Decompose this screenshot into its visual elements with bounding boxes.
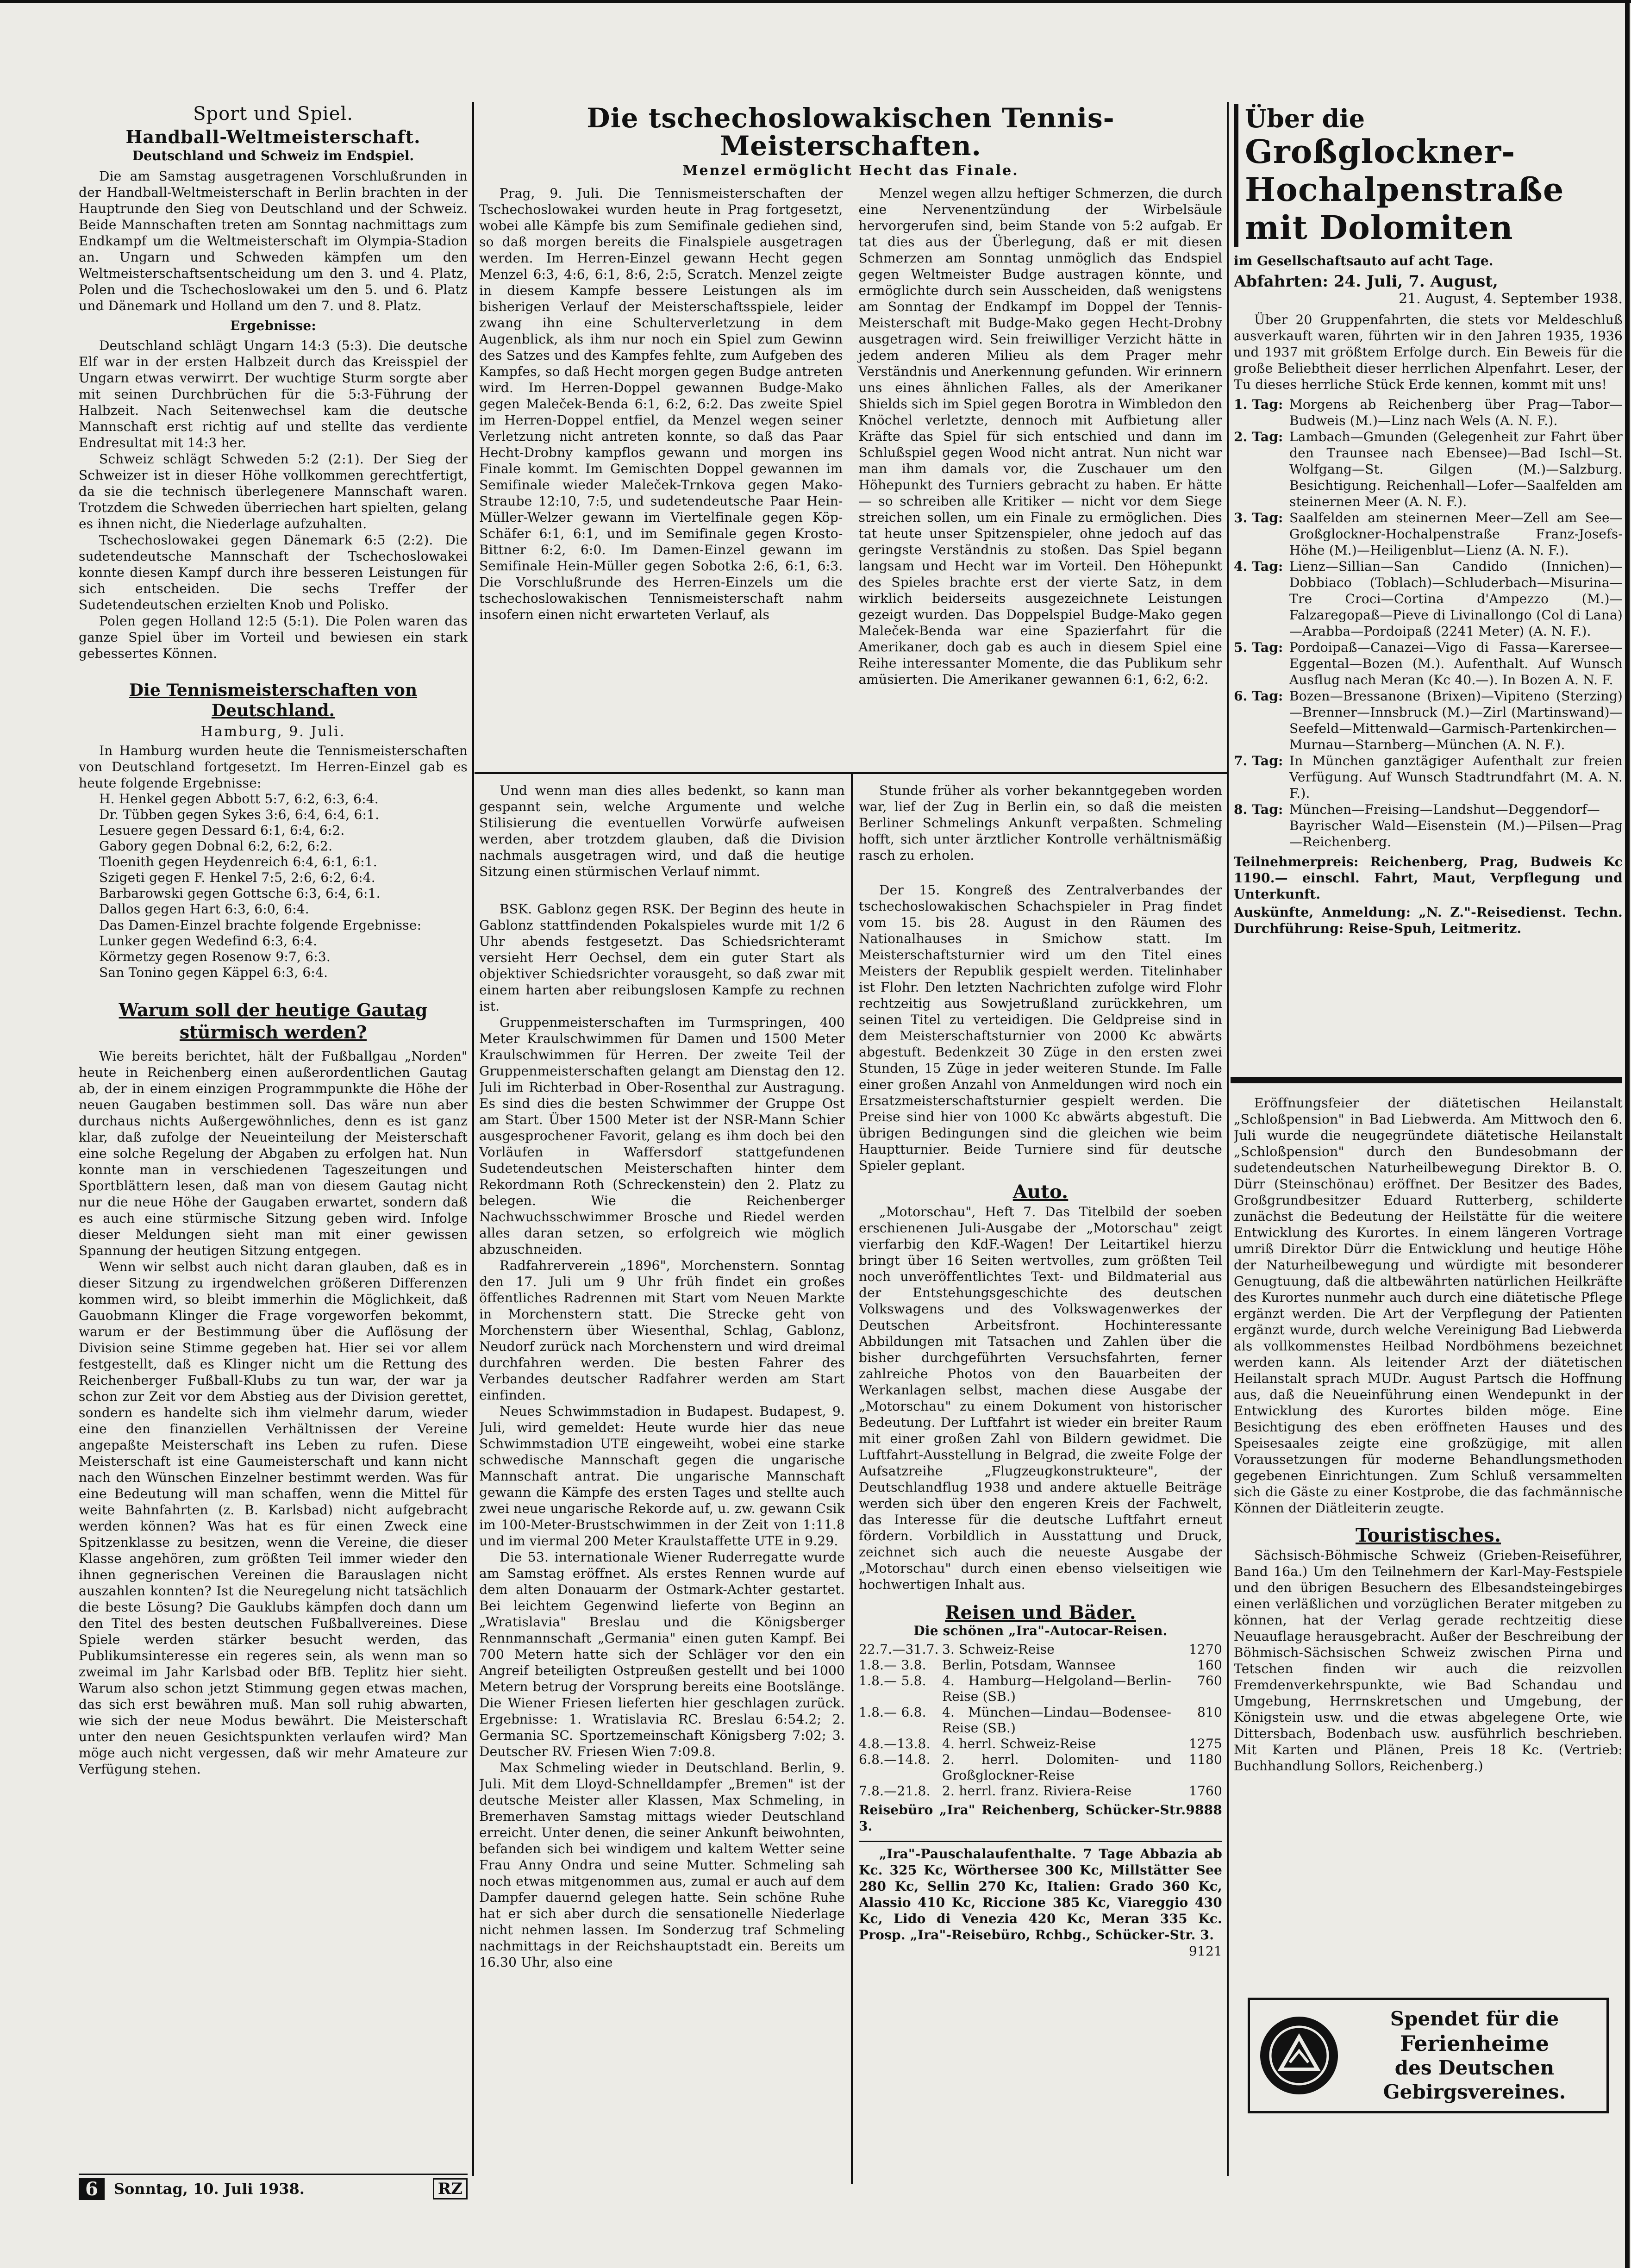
donation-box xyxy=(1248,1998,1609,2113)
itinerary-day: 2. Tag: Lambach—Gmunden (Gelegenheit zur Fahrt über den Traunsee nach Ebensee)—Bad Ischl—St. Wolfgang—St. Gilgen (M.)—Salzburg. Besichtigung. Reichenhall—Lofer—Saalfelden am steinernen Meer (A. N. F.). xyxy=(1234,429,1623,509)
travel-item: 7.8.—21.8. 2. herrl. franz. Riviera-Reise 1760 xyxy=(859,1783,1222,1799)
travel-item: 6.8.—14.8. 2. herrl. Dolomiten- und Großglockner-Reise 1180 xyxy=(859,1752,1222,1783)
sport-note: BSK. Gablonz gegen RSK. Der Beginn des heute in Gablonz stattfindenden Pokalspieles wurde mit 1/2 6 Uhr abends festgesetzt. Das Schiedsrichteramt versieht Herr Oechsel, dem ein guter Start als objektiver Schiedsrichter vorausgeht, so daß zwar mit einem harten aber reibungslosen Kampfe zu rechnen ist. xyxy=(479,901,845,1014)
ira-advert-ref: 9121 xyxy=(1188,1943,1222,1959)
donation-line: Ferienheime xyxy=(1400,2031,1549,2056)
handball-paragraph: Polen gegen Holland 12:5 (5:1). Die Polen waren das ganze Spiel über im Vorteil und bewiesen ein stark gebessertes Können. xyxy=(79,613,468,661)
page-number: 6 xyxy=(79,2178,105,2200)
itinerary xyxy=(1234,396,1623,850)
lower-right-articles xyxy=(1234,1095,1623,1774)
auto-note: „Motorschau", Heft 7. Das Titelbild der soeben erschienenen Juli-Ausgabe der „Motorschau" zeigt vierfarbig den KdF.-Wagen! Der Leitartikel hierzu bringt über 16 Seiten wertvolles, zum größten Teil noch unveröffentlichtes Text- und Bildmaterial aus der Entstehungsgeschichte des deutschen Volkswagens und des Volkswagenwerkes der Deutschen Arbeitsfront. Hochinteressante Abbildungen mit Tatsachen und Zahlen über die bisher durchgeführten Versuchsfahrten, ferner zahlreiche Photos von den Bauarbeiten der Werkanlagen selbst, machen diese Ausgabe der „Motorschau" zu einem Dokument von historischer Bedeutung. Der Luftfahrt ist wieder ein breiter Raum mit einer großen Zahl von Bildern gewidmet. Die Luftfahrt-Ausstellung in Belgrad, die zweite Folge der Aufsatzreihe „Flugzeugkonstrukteure", der Deutschlandflug 1938 und andere aktuelle Beiträge werden sich über den engeren Kreis der Fachwelt, das Interesse für die deutsche Luftfahrt erneut fördern. Vorbildlich in Ausstattung und Druck, zeichnet sich auch die neueste Ausgabe der „Motorschau" durch einen ebenso vielseitigen wie hochwertigen Inhalt aus. xyxy=(859,1204,1222,1592)
travel-item: 1.8.— 6.8. 4. München—Lindau—Bodensee-Reise (SB.) 810 xyxy=(859,1705,1222,1736)
itinerary-day: 6. Tag: Bozen—Bressanone (Brixen)—Vipiteno (Sterzing)—Brenner—Innsbruck (M.)—Zirl (Martinswand)—Seefeld—Mittenwald—Garmisch-Partenkirchen—Murnau—Starnberg—München (A. N. F.). xyxy=(1234,688,1623,752)
donation-line: des Deutschen xyxy=(1394,2056,1555,2079)
result-line: Körmetzy gegen Rosenow 9:7, 6:3. xyxy=(99,949,331,964)
sport-note: Neues Schwimmstadion in Budapest. Budapest, 9. Juli, wird gemeldet: Heute wurde hier das neue Schwimmstadion UTE eingeweiht, wobei eine starke schwedische Mannschaft gegen die ungarische Mannschaft antrat. Die ungarische Mannschaft gewann die Kämpfe des ersten Tages und stellte auch zwei neue ungarische Rekorde auf, u. zw. gewann Csik im 100-Meter-Brustschwimmen in der Zeit von 1:11.8 und im viermal 200 Meter Kraulstaffette UTE in 9.29. xyxy=(479,1404,845,1549)
travel-item: 22.7.—31.7. 3. Schweiz-Reise 1270 xyxy=(859,1642,1222,1657)
tour-advert-sub: im Gesellschaftsauto auf acht Tage. xyxy=(1234,253,1494,269)
tourism-heading: Touristisches. xyxy=(1355,1524,1501,1546)
tour-advert-dates-1: Abfahrten: 24. Juli, 7. August, xyxy=(1234,272,1498,291)
tourism-note: Sächsisch-Böhmische Schweiz (Grieben-Reiseführer, Band 16a.) Um den Teilnehmern der Karl-May-Festspiele und den übrigen Besuchern des Elbesandsteingebirges einen verläßlichen und vorzüglichen Berater mitgeben zu können, hat der Verlag gerade rechtzeitig diese Neuauflage herausgebracht. Außer der Beschreibung der Böhmisch-Sächsischen Schweiz zwischen Pirna und Tetschen finden wir auch die reizvollen Fremdenverkehrspunkte, wie Bad Schandau und Umgebung, Herrnskretschen und Umgebung, der Königstein usw. und die etwas abgelegene Orte, wie Dittersbach, Bodenbach usw. ausführlich beschrieben. Mit Karten und Plänen, Preis 18 Kc. (Vertrieb: Buchhandlung Sollors, Reichenberg.) xyxy=(1234,1548,1623,1774)
itinerary-day: 7. Tag: In München ganztägiger Aufenthalt zur freien Verfügung. Auf Wunsch Stadtrundfahrt (M. A. N. F.). xyxy=(1234,753,1623,801)
handball-paragraph: Die am Samstag ausgetragenen Vorschlußrunden in der Handball-Weltmeisterschaft in Berlin brachten in der Hauptrunde den Sieg von Deutschland und der Schweiz. Beide Mannschaften treten am Sonntag nachmittags zum Endkampf um die Weltmeisterschaft im Olympia-Stadion an. Ungarn und Schweden kämpfen um den Weltmeisterschaftsentscheidung um den 3. und 4. Platz, Polen und die Tschechoslowakei um den 5. und 6. Platz und Dänemark und Holland um den 7. und 8. Platz. xyxy=(79,169,468,313)
column-rule-2 xyxy=(851,772,853,2184)
itinerary-day: 5. Tag: Pordoipaß—Canazei—Vigo di Fassa—Karersee—Eggental—Bozen (M.). Aufenthalt. Auf Wunsch Ausflug nach Meran (Kc 40.—). In Bozen A. N. F. xyxy=(1234,640,1623,687)
schmeling-continuation: Stunde früher als vorher bekanntgegeben worden war, lief der Zug in Berlin ein, so daß die meisten Berliner Schmelings Ankunft verpaßten. Schmeling hofft, sich unter ärztlicher Kontrolle verhältnismäßig rasch zu erholen. xyxy=(859,783,1222,863)
tour-price: Teilnehmerpreis: Reichenberg, Prag, Budweis Kc 1190.— einschl. Fahrt, Maut, Verpflegung und Unterkunft. xyxy=(1234,854,1623,902)
travel-ref: 9888 xyxy=(1186,1802,1222,1818)
auto-heading: Auto. xyxy=(1012,1181,1069,1203)
tennis-de-headline: Die Tennismeisterschaften von Deutschland. xyxy=(129,681,418,720)
publisher-logo: RZ xyxy=(433,2178,468,2199)
far-right-column xyxy=(1234,104,1623,2178)
issue-date: Sonntag, 10. Juli 1938. xyxy=(113,2180,305,2198)
gautag-continuation: Und wenn man dies alles bedenkt, so kann man gespannt sein, welche Argumente und welche Stilisierung die eventuellen Vorwürfe aufweisen werden, aber trotzdem glauben, daß die Division nachmals ausgetragen wird, und daß die heutige Sitzung einen stürmischen Verlauf nimmt. xyxy=(479,783,845,879)
tennis-cz-col1: Prag, 9. Juli. Die Tennismeisterschaften der Tschechoslowakei wurden heute in Prag fortgesetzt, wobei alle Kämpfe bis zum Semifinale gediehen sind, so daß morgen bereits die Finalspiele ausgetragen werden. Im Herren-Einzel gewann Hecht gegen Menzel 6:3, 4:6, 6:1, 8:6, 2:5, Scratch. Menzel zeigte in diesem Kampfe bessere Leistungen als im bisherigen Verlauf der Meisterschaftsspiele, leider zwang ihn eine Schulterverletzung in dem Augenblick, als ihm nur noch ein Spiel zum Gewinn des Satzes und des Kampfes fehlte, zum Aufgeben des Kampfes, so daß Hecht morgen gegen Budge antreten wird. Im Herren-Doppel gewannen Budge-Mako gegen Maleček-Benda 6:1, 6:2, 6:2. Das zweite Spiel im Herren-Doppel entfiel, da Menzel wegen seiner Verletzung nicht antreten konnte, so daß das Paar Hecht-Drobny kampflos gewann und morgen ins Finale kommt. Im Gemischten Doppel gewannen im Semifinale wieder Maleček-Trnkova gegen Mako-Straube 12:10, 7:5, und sudetendeutsche Paar Hein-Müller-Welzer gewann im Viertelfinale gegen Köp-Schäfer 6:1, 6:1, und im Semifinale gegen Krosto-Bittner 6:2, 6:0. Im Damen-Einzel gewann im Semifinale Hein-Müller gegen Sobotka 2:6, 6:1, 6:3. Die Vorschlußrunde des Herren-Einzels um die tschechoslowakischen Tennismeisterschaft nahm insofern einen nicht erwarteten Verlauf, als xyxy=(479,186,843,622)
tour-advert-title-1: Großglockner- xyxy=(1245,132,1516,171)
result-line: Lunker gegen Wedefind 6:3, 6:4. xyxy=(99,933,318,949)
result-line: San Tonino gegen Käppel 6:3, 6:4. xyxy=(99,965,328,980)
travel-item: 1.8.— 3.8. Berlin, Potsdam, Wannsee 160 xyxy=(859,1657,1222,1673)
sport-note: Gruppenmeisterschaften im Turmspringen, 400 Meter Kraulschwimmen für Damen und 1500 Meter Kraulschwimmen für Herren. Der zweite Teil der Gruppenmeisterschaften gelangt am Dienstag den 12. Juli im Richterbad in Ober-Rosenthal zur Austragung. Es sind dies die besten Schwimmer der Gruppe Ost am Start. Über 1500 Meter ist der NSR-Mann Schier ausgesprochener Favorit, gelang es ihm doch bei den Vorläufen in Waffersdorf stattgefundenen Sudetendeutschen Meisterschaften hinter dem Rekordmann Roth (Schreckenstein) den 2. Platz zu belegen. Wie die Reichenberger Nachwuchsschwimmer Brosche und Riedel werden alles daran setzen, so erfolgreich wie möglich abzuschneiden. xyxy=(479,1015,845,1257)
result-line: Gabory gegen Dobnal 6:2, 6:2, 6:2. xyxy=(99,838,333,854)
donation-line: Spendet für die xyxy=(1390,2007,1559,2030)
tour-advert-dates-2: 21. August, 4. September 1938. xyxy=(1399,291,1623,307)
column-rule-3 xyxy=(1227,102,1229,2176)
itinerary-day: 1. Tag: Morgens ab Reichenberg über Prag—Tabor—Budweis (M.)—Linz nach Wels (A. N. F.). xyxy=(1234,397,1623,428)
tennis-de-dateline: Hamburg, 9. Juli. xyxy=(200,724,346,740)
handball-subhead: Deutschland und Schweiz im Endspiel. xyxy=(132,148,414,163)
handball-paragraph: Tschechoslowakei gegen Dänemark 6:5 (2:2). Die sudetendeutsche Mannschaft der Tschechoslowakei konnte diesen Kampf durch ihre besseren Leistungen für sich entscheiden. Die sechs Treffer der Sudetendeutschen erzielten Knob und Polisko. xyxy=(79,532,468,612)
sport-note: Max Schmeling wieder in Deutschland. Berlin, 9. Juli. Mit dem Lloyd-Schnelldampfer „Bremen" ist der deutsche Meister aller Klassen, Max Schmeling, in Bremerhaven Samstag mittags wieder Deutschland erreicht. Unter denen, die seiner Ankunft beiwohnten, befanden sich bei windigem und kaltem Wetter seine Frau Anny Ondra und seine Mutter. Schmeling sah noch etwas mitgenommen aus, zumal er auch auf dem Dampfer dauernd gelegen hatte. Sein schöne Ruhe hat er sich aber durch die sensationelle Niederlage nicht nehmen lassen. Im Sonderzug traf Schmeling nachmittags in der Reichshauptstadt ein. Bereits um 16.30 Uhr, also eine xyxy=(479,1760,845,1970)
gautag-headline: Warum soll der heutige Gautag stürmisch werden? xyxy=(119,1000,428,1043)
tennis-de-paragraph: Das Damen-Einzel brachte folgende Ergebnisse: xyxy=(99,918,422,933)
result-line: Tloenith gegen Heydenreich 6:4, 6:1, 6:1. xyxy=(99,854,377,869)
travel-subheading: Die schönen „Ira"-Autocar-Reisen. xyxy=(913,1623,1168,1638)
ira-advert xyxy=(859,1841,1222,1959)
gautag-paragraph: Wie bereits berichtet, hält der Fußballgau „Norden" heute in Reichenberg einen außerordentlichen Gautag ab, der in einem einzigen Programmpunkte die Höhe der neuen Gaugaben bestimmen soll. Das wäre nun aber durchaus nichts Außergewöhnliches, denn es ist ganz klar, daß zufolge der Neueinteilung der Meisterschaft eine solche Regelung der Abgaben zu erfolgen hat. Nun konnte man in verschiedenen Tageszeitungen und Sportblättern lesen, daß man von diesem Gautag nicht nur die neue Höhe der Gaugaben erwartet, sondern daß es auch eine stürmische Sitzung geben wird. Infolge dieser Meldungen sieht man mit einer gewissen Spannung der heutigen Sitzung entgegen. xyxy=(79,1049,468,1258)
handball-paragraph: Schweiz schlägt Schweden 5:2 (2:1). Der Sieg der Schweizer ist in dieser Höhe vollkommen gerechtfertigt, da sie die technisch überlegenere Mannschaft waren. Trotzdem die Schweden überriechen hart spielten, gelang es ihnen nicht, die Niederlage aufzuhalten. xyxy=(79,451,468,531)
travel-agency: Reisebüro „Ira" Reichenberg, Schücker-Str. 3. xyxy=(859,1802,1186,1834)
itinerary-day: 3. Tag: Saalfelden am steinernen Meer—Zell am See—Großglockner-Hochalpenstraße Franz-Josefs-Höhe (M.)—Heiligenblut—Lienz (A. N. F.). xyxy=(1234,510,1623,558)
result-line: H. Henkel gegen Abbott 5:7, 6:2, 6:3, 6:4. xyxy=(99,791,379,806)
right-mid-column xyxy=(859,782,1222,2181)
donation-line: Gebirgsvereines. xyxy=(1383,2081,1566,2103)
itinerary-day: 4. Tag: Lienz—Sillian—San Candido (Innichen)—Dobbiaco (Toblach)—Schluderbach—Misurina—Tre Croci—Cortina d'Ampezzo (M.)—Falzaregopaß—Pieve di Livinallongo (Col di Lana)—Arabba—Pordoipaß (2241 Meter) (A. N. F.). xyxy=(1234,559,1623,639)
travel-item: 1.8.— 5.8. 4. Hamburg—Helgoland—Berlin-Reise (SB.) 760 xyxy=(859,1673,1222,1704)
tour-advert-title-2: Hochalpenstraße xyxy=(1245,170,1564,209)
page-footer xyxy=(79,2174,468,2203)
tennis-de-paragraph: In Hamburg wurden heute die Tennismeisterschaften von Deutschland fortgesetzt. Im Herren-Einzel gab es heute folgende Ergebnisse: xyxy=(79,743,468,791)
column-rule-1 xyxy=(472,102,474,2176)
tour-advert-title-3: mit Dolomiten xyxy=(1245,208,1513,247)
gautag-paragraph: Wenn wir selbst auch nicht daran glauben, daß es in dieser Sitzung zu irgendwelchen größeren Differenzen kommen wird, so bleibt immerhin die Möglichkeit, daß Gauobmann Klinger die Frage vorgeworfen bekommt, warum er der Bestimmung über die Auflösung der Division seine Stimme gegeben hat. Hier sei vor allem festgestellt, daß es Klinger nicht um die Rettung des Reichenberger Fußball-Klubs zu tun war, der war ja schon zur Zeit vor dem Abstieg aus der Division gerettet, sondern es handelte sich ihm vielmehr darum, wieder eine den finanziellen Verhältnissen der Vereine angepaßte Meisterschaft ins Leben zu rufen. Diese Meisterschaft ist eine Gaumeisterschaft und kann nicht nach den Wünschen Einzelner bestimmt werden. Was für eine Bedeutung will man schaffen, wenn die Mittel für weite Bahnfahrten (z. B. Karlsbad) nicht aufgebracht werden können? Was hat es für einen Zweck eine Spitzenklasse zu besitzen, wenn die Vereine, die dieser Klasse angehören, zum größten Teil immer wieder den ihnen gegnerischen Vereinen die Barauslagen nicht auszahlen konnten? Ist die Neuregelung nicht tatsächlich die beste Lösung? Die Gauklubs kämpfen doch dann um den Titel des besten deutschen Fußballvereines. Diese Spiele werden stärker besucht werden, das Publikumsinteresse ein regeres sein, als wenn man so zweimal im Jahr Karlsbad oder BfB. Teplitz hier sieht. Warum also schon jetzt Stimmung gegen etwas machen, das sich erst bewähren muß. Man soll ruhig abwarten, wie sich der neue Modus bewährt. Die Meisterschaft unter den neuen Gesichtspunkten verlaufen wird? Man möge auch nicht vergessen, daß wir mehr Amateure zur Verfügung stehen. xyxy=(79,1259,468,1777)
tour-advert-intro: Über 20 Gruppenfahrten, die stets vor Meldeschluß ausverkauft waren, führten wir in den Jahren 1935, 1936 und 1937 mit größtem Erfolge durch. Ein Beweis für die große Beliebtheit dieser herrlichen Alpenfahrt. Leser, der Tu dieses herrliche Stück Erde kennen, kommt mit uns! xyxy=(1234,312,1623,392)
page-top-rule xyxy=(0,0,1631,3)
tour-advert-header xyxy=(1234,104,1623,247)
tennis-cz-col2: Menzel wegen allzu heftiger Schmerzen, die durch eine Nervenentzündung der Wirbelsäule hervorgerufen sind, beim Stande von 5:2 aufgab. Er tat dies aus der Überlegung, daß er mit diesen Schmerzen am Sonntag unmöglich das Endspiel gegen Weltmeister Budge austragen könnte, und ermöglichte durch sein Ausscheiden, daß wenigstens am Sonntag der Endkampf im Doppel der Tennis-Meisterschaft mit Budge-Mako gegen Hecht-Drobny ausgetragen wird. Sein freiwilliger Verzicht hätte in jedem anderen Milieu als dem Prager mehr Verständnis und Anerkennung gefunden. Wir erinnern uns eines ähnlichen Falles, als der Amerikaner Shields sich im Spiel gegen Borotra in Wimbledon den Knöchel verletzte, dennoch mit Aufbietung aller Kräfte das Spiel für sich entschied und dann im Schlußspiel gegen Wood nicht antrat. Nun nicht war man ihm damals vor, die Zuschauer um den Höhepunkt des Turniers gebracht zu haben. Er hätte — so schreiben alle Kritiker — nicht vor dem Siege streichen sollen, um ein Finale zu ermöglichen. Dies tat heute unser Spitzenspieler, ohne jedoch auf das geringste Verständnis zu stoßen. Das Spiel begann langsam und Hecht war im Vorteil. Den Höhepunkt des Spieles brachte erst der vierte Satz, in dem wirklich beiderseits ausgezeichnete Leistungen gezeigt wurden. Das Doppelspiel Budge-Mako gegen Maleček-Benda war eine Spazierfahrt für die Amerikaner, doch gab es auch in diesem Spiel eine Reihe interessanter Momente, die das Publikum sehr amüsierten. Die Amerikaner gewannen 6:1, 6:2, 6:2. xyxy=(858,186,1222,687)
tour-advert-pretitle: Über die xyxy=(1245,104,1365,133)
result-line: Lesuere gegen Dessard 6:1, 6:4, 6:2. xyxy=(99,823,345,838)
tour-info: Auskünfte, Anmeldung: „N. Z."-Reisedienst. Techn. Durchführung: Reise-Spuh, Leitmeritz. xyxy=(1234,905,1623,936)
tennis-article xyxy=(479,104,1222,771)
spa-note: Eröffnungsfeier der diätetischen Heilanstalt „Schloßpension" in Bad Liebwerda. Am Mittwoch den 6. Juli wurde die neugegründete diätetische Heilanstalt „Schloßpension" durch den Bundesobmann der sudetendeutschen Naturheilbewegung Direktor B. O. Dürr (Steinschönau) eröffnet. Der Besitzer des Bades, Großgrundbesitzer Eduard Rutterberg, schilderte zunächst die Bedeutung der Heilstätte für die weitere Entwicklung des Kurortes. In einem längeren Vortrage umriß Direktor Dürr die Entwicklung und heutige Höhe der Naturheilbewegung und würdigte mit besonderer Genugtuung, daß die altbewährten natürlichen Heilkräfte des Kurortes nunmehr auch durch eine diätetische Pflege ergänzt werden. Die Art der Verpflegung der Patienten ergänzt wurde, durch welche Vereinigung Bad Liebwerda als vollkommenstes Heilbad Nordböhmens bezeichnet werden kann. Als leitender Arzt der diätetischen Heilanstalt sprach MUDr. August Partsch die Hoffnung aus, daß die Neueinführung einen Wendepunkt in der Entwicklung des Kurortes bilden möge. Eine Besichtigung des eben eröffneten Hauses und des Speisesaales zeigte eine großzügige, mit allen Voraussetzungen für moderne Behandlungsmethoden gegebenen Einrichtungen. Zum Schluß versammelten sich die Gäste zu einer Kostprobe, die das fachmännische Können der Diätleiterin zeugte. xyxy=(1234,1095,1623,1516)
chess-note: Der 15. Kongreß des Zentralverbandes der tschechoslowakischen Schachspieler in Prag findet vom 15. bis 28. August in den Räumen des Nationalhauses in Smichow statt. Im Meisterschaftsturnier wird um den Titel eines Meisters der Republik gespielt werden. Titelinhaber ist Flohr. Den letzten Nachrichten zufolge wird Flohr rechtzeitig aus Sowjetrußland zurückkehren, um seinen Titel zu verteidigen. Die Geldpreise sind in dem Meisterschaftsturnier von 2000 Kc abwärts abgestuft. Bedenkzeit 30 Züge in den ersten zwei Stunden, 15 Züge in jeder weiteren Stunde. Im Falle einer großen Anzahl von Anmeldungen wird noch ein Ersatzmeisterschaftsturnier gespielt werden. Die Preise sind hier von 1000 Kc abwärts abgestuft. Die übrigen Bedingungen sind die gleichen wie beim Hauptturnier. Beide Turniere sind für deutsche Spieler geplant. xyxy=(859,882,1222,1173)
travel-footer xyxy=(859,1802,1222,1834)
results-label: Ergebnisse: xyxy=(230,318,316,333)
result-line: Dallos gegen Hart 6:3, 6:0, 6:4. xyxy=(99,901,309,917)
travel-heading: Reisen und Bäder. xyxy=(945,1602,1136,1624)
handball-paragraph: Deutschland schlägt Ungarn 14:3 (5:3). Die deutsche Elf war in der ersten Halbzeit durch das Kreisspiel der Ungarn etwas verwirrt. Der wuchtige Sturm sorgte aber mit seinen Durchbrüchen für die 5:3-Führung der Halbzeit. Nach Seitenwechsel kam die deutsche Mannschaft erst richtig auf und stellte das verdiente Endresultat mit 14:3 her. xyxy=(79,338,468,450)
result-line: Szigeti gegen F. Henkel 7:5, 2:6, 6:2, 6:4. xyxy=(99,870,375,885)
tennis-cz-headline: Die tschechoslowakischen Tennis-Meisterschaften. xyxy=(587,104,1115,162)
sport-note: Die 53. internationale Wiener Ruderregatte wurde am Samstag eröffnet. Als erstes Rennen wurde auf dem alten Donauarm der Ostmark-Achter gestartet. Bei leichtem Gegenwind lieferte von Beginn an „Wratislavia" Breslau und die Königsberger Rennmannschaft „Germania" einen guten Kampf. Bei 700 Metern hatte sich der Schläger vor den ein Angreif beteiligten Ostpreußen gestellt und bei 1000 Metern betrug der Vorsprung bereits eine Bootslänge. Die Wiener Friesen lieferten hier geschlagen zurück. Ergebnisse: 1. Wratislavia RC. Breslau 6:54.2; 2. Germania SC. Sportzemeinschaft Königsberg 7:02; 3. Deutscher RV. Friesen Wien 7:09.8. xyxy=(479,1549,845,1759)
page-right-rule xyxy=(1625,0,1630,2268)
ira-advert-text: „Ira"-Pauschalaufenthalte. 7 Tage Abbazia ab Kc. 325 Kc, Wörthersee 300 Kc, Millstätter See 280 Kc, Sellin 270 Kc, Italien: Grado 360 Kc, Alassio 410 Kc, Riccione 385 Kc, Viareggio 430 Kc, Lido di Venezia 420 Kc, Meran 335 Kc. Prosp. „Ira"-Reisebüro, Rchbg., Schücker-Str. 3. xyxy=(859,1846,1222,1943)
result-line: Dr. Tübben gegen Sykes 3:6, 6:4, 6:4, 6:1. xyxy=(99,807,380,822)
handball-headline: Handball-Weltmeisterschaft. xyxy=(125,126,421,147)
section-heading: Sport und Spiel. xyxy=(193,103,353,125)
left-column xyxy=(79,102,468,2171)
travel-list xyxy=(859,1642,1222,1799)
result-line: Barbarowski gegen Gottsche 6:3, 6:4, 6:1. xyxy=(99,886,381,901)
itinerary-day: 8. Tag: München—Freising—Landshut—Deggendorf—Bayrischer Wald—Eisenstein (M.)—Pilsen—Prag—Reichenberg. xyxy=(1234,802,1623,850)
sport-notes-column xyxy=(479,782,845,2181)
gebirgsverein-emblem-icon xyxy=(1257,2014,1341,2097)
sport-note: Radfahrerverein „1896", Morchenstern. Sonntag den 17. Juli um 9 Uhr früh findet ein großes öffentliches Radrennen mit Start vom Neuen Markte in Morchenstern statt. Die Strecke geht von Morchenstern über Wiesenthal, Schlag, Gablonz, Neudorf zurück nach Morchenstern und wird dreimal durchfahren werden. Die besten Fahrer des Verbandes deutscher Radfahrer werden am Start einfinden. xyxy=(479,1258,845,1403)
tennis-cz-subhead: Menzel ermöglicht Hecht das Finale. xyxy=(682,162,1019,179)
travel-item: 4.8.—13.8. 4. herrl. Schweiz-Reise 1275 xyxy=(859,1736,1222,1751)
